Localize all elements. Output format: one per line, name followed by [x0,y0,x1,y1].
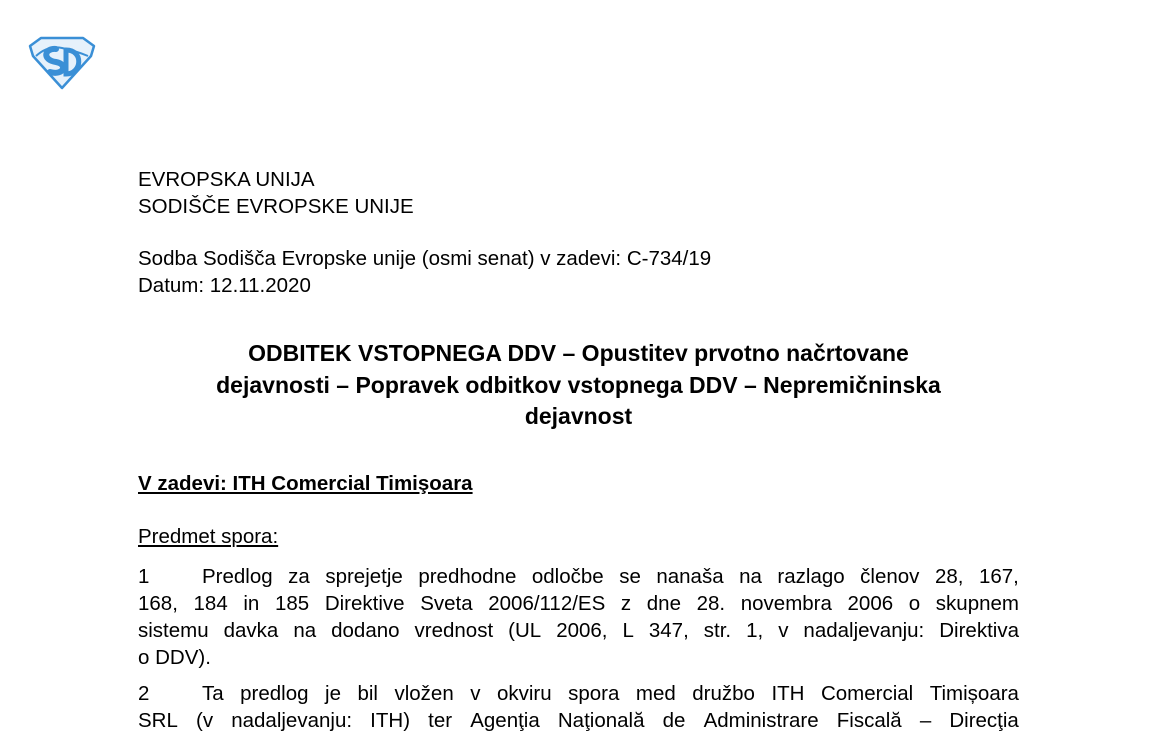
court-header [138,166,414,220]
word: 2006/112/ES [488,592,606,615]
header-union: EVROPSKA UNIJA [138,168,315,191]
paragraph-line [138,617,1019,644]
word: v [778,619,789,642]
word: Timișoara [929,682,1019,705]
word: novembra [740,592,832,615]
word: spora [568,682,620,705]
word: Sveta [420,592,473,615]
title-line: dejavnost [524,403,633,429]
case-date: Datum: 12.11.2020 [138,274,311,297]
paragraph-line [138,707,1019,734]
word: de [662,709,686,732]
word: 1, [746,619,764,642]
word: nanaša [656,565,724,588]
section-heading: Predmet spora: [138,525,279,548]
word: 2006 [847,592,894,615]
word: predlog [240,682,309,705]
word: okviru [496,682,552,705]
word: odločbe [531,565,604,588]
case-reference: Sodba Sodišča Evropske unije (osmi senat) v zadevi: C-734/19 [138,247,712,270]
word: (UL [508,619,542,642]
word: nadaljevanju: [803,619,925,642]
word: L [622,619,634,642]
word: 185 [274,592,310,615]
word: in [243,592,260,615]
word: str. [703,619,732,642]
word: davka [223,619,279,642]
paragraph [138,563,1019,671]
word: Comercial [820,682,914,705]
word: Fiscală [836,709,902,732]
word: ter [428,709,453,732]
word: 168, [138,592,178,615]
word: 2006, [556,619,608,642]
word: dodano [331,619,400,642]
word: Direcţia [949,709,1019,732]
paragraph-line [138,680,1019,707]
word: družbo [692,682,755,705]
word: skupnem [935,592,1019,615]
word: dne [646,592,681,615]
case-subject: V zadevi: ITH Comercial Timişoara [138,472,473,495]
word: 28. [696,592,726,615]
word: sistemu [138,619,209,642]
word: vrednost [414,619,494,642]
word: bil [357,682,378,705]
word: o DDV). [138,646,211,669]
word: členov [860,565,920,588]
word: se [619,565,641,588]
word: Agenţia [470,709,540,732]
word: Ta [202,682,224,705]
word: Naţională [557,709,645,732]
word: za [288,565,310,588]
paragraph-line [138,563,1019,590]
word: na [739,565,762,588]
header-court: SODIŠČE EVROPSKE UNIJE [138,195,414,218]
word: nadaljevanju: [231,709,353,732]
word: vložen [394,682,454,705]
word: med [635,682,676,705]
word: razlago [777,565,845,588]
sd-logo-icon [26,36,98,90]
paragraph-lead [138,680,224,707]
word: Direktiva [939,619,1019,642]
paragraph-line [138,644,1019,671]
word: 28, [934,565,964,588]
title-line: dejavnosti – Popravek odbitkov vstopnega DDV – Nepremičninska [216,371,941,398]
word: ITH [771,682,805,705]
word: Direktive [324,592,405,615]
word: (v [196,709,214,732]
word: o [908,592,921,615]
word: v [470,682,481,705]
word: ITH) [370,709,411,732]
word: je [325,682,341,705]
title-line: ODBITEK VSTOPNEGA DDV – Opustitev prvotno načrtovane [248,340,909,366]
case-info [138,245,711,299]
paragraph-number: 1 [138,565,150,588]
paragraph [138,680,1019,734]
word: sprejetje [325,565,403,588]
document-title [138,338,1019,433]
word: na [293,619,317,642]
paragraph-lead [138,563,273,590]
word: z [620,592,632,615]
paragraph-line [138,590,1019,617]
word: SRL [138,709,178,732]
word: 347, [648,619,689,642]
word: Administrare [703,709,819,732]
word: predhodne [418,565,517,588]
word: 184 [193,592,228,615]
word: – [919,709,932,732]
paragraph-number: 2 [138,682,150,705]
word: 167, [978,565,1019,588]
word: Predlog [202,565,273,588]
